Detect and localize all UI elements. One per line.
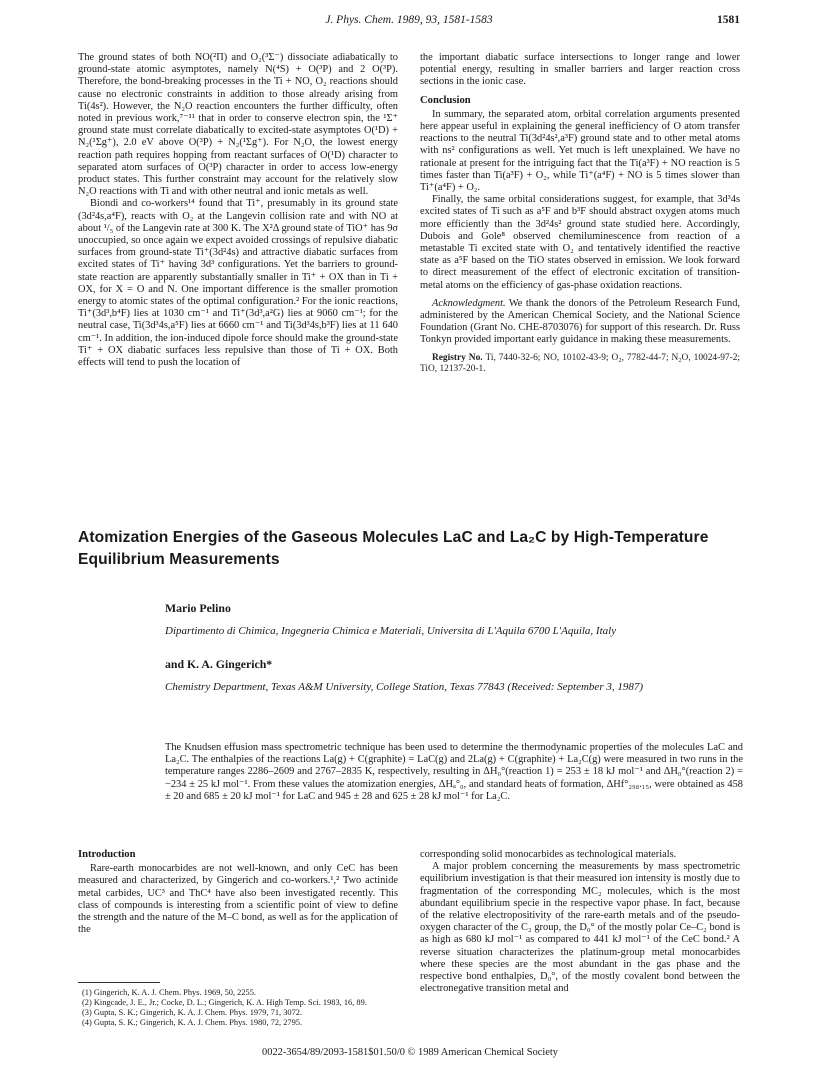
footnote: (1) Gingerich, K. A. J. Chem. Phys. 1969, 50, 2255.	[82, 988, 257, 997]
author-affiliation: Chemistry Department, Texas A&M University, College Station, Texas 77843 (Received: September 3, 1987)	[165, 681, 644, 693]
body-paragraph: Finally, the same orbital considerations suggest, for example, that 3d³4s excited states of Ti such as a⁵F and b³F should abstract oxygen atoms much more efficiently than the 3d²4s² ground state studied here. Accordingly, Dubois and Gole⁸ observed chemiluminescence from reaction of a metastable Ti excited state with O₂ and tentatively identified the reactive state as a⁵F based on the TiO states observed in emission. We look forward to direct measurement of the effect of electronic excitation of transition-metal atoms on the efficiency of gas-phase oxidation reactions.	[420, 194, 740, 291]
acknowledgment	[420, 298, 740, 347]
body-paragraph: In summary, the separated atom, orbital correlation arguments presented here appear useful in explaining the general inefficiency of O atom transfer reactions to the neutral Ti(3d²4s²,a³F) ground state and to other metal atoms with ns² configurations as well. Yet much is left unexplained. We have no rationale at present for the intriguing fact that the Ti(a³F) + NO reaction is 5 times faster than Ti(a³F) + O₂, while Ti⁺(a⁴F) + NO is 5 times slower than Ti⁺(a⁴F) + O₂.	[420, 108, 740, 194]
acknowledgment-text: We thank the donors of the Petroleum Research Fund, administered by the American Chemical Society, and the National Science Foundation (Grant No. CHE-8703076) for support of this research. Dr. Russ Tonkyn provided important early guidance in making these measurements.	[420, 297, 740, 346]
author-name: Mario Pelino	[165, 601, 231, 615]
previous-article-left-column	[78, 52, 398, 369]
journal-citation: J. Phys. Chem. 1989, 93, 1581-1583	[325, 14, 493, 26]
author-name: and K. A. Gingerich*	[165, 657, 273, 671]
footnote: (2) Kingcade, J. E., Jr.; Cocke, D. L.; Gingerich, K. A. High Temp. Sci. 1983, 16, 89.	[82, 998, 367, 1007]
body-paragraph: Biondi and co-workers¹⁴ found that Ti⁺, presumably in its ground state (3d²4s,a⁴F), reacts with O₂ at the Langevin collision rate and with NO at about ¹/₅ of the Langevin rate at 300 K. The X²Δ ground state of TiO⁺ has 9σ unoccupied, so once again we expect avoided crossings of repulsive diabatic surfaces from ground-state Ti⁺(3d²4s) and attractive diabatic surfaces from excited states of Ti⁺ having 3d³ configurations. Yet the barriers to ground-state reaction are apparently substantially smaller in Ti⁺ + OX than in Ti + OX, for X = O and N. One important difference is the smaller promotion energy to atomic states of the optimal configuration.² For the ionic reactions, Ti⁺(3d³,b⁴F) lies at 1030 cm⁻¹ and Ti⁺(3d³,a²G) lies at 9060 cm⁻¹; for the neutral case, Ti(3d³4s,a⁵F) lies at 6660 cm⁻¹ and Ti(3d³4s,b³F) lies at 11 640 cm⁻¹. In addition, the ion-induced dipole force should make the ground-state Ti⁺ + OX diabatic surfaces less repulsive than those of Ti + OX. Both effects will tend to push the location of	[78, 198, 398, 369]
article-title-line: Equilibrium Measurements	[78, 551, 280, 568]
acknowledgment-label: Acknowledgment.	[432, 297, 506, 309]
body-paragraph: corresponding solid monocarbides as technological materials.	[420, 849, 677, 860]
footnote: (4) Gupta, S. K.; Gingerich, K. A. J. Chem. Phys. 1980, 72, 2795.	[82, 1018, 303, 1027]
author-affiliation: Dipartimento di Chimica, Ingegneria Chimica e Materiali, Universita di L'Aquila 6700 L'Aquila, Italy	[165, 625, 617, 637]
page-number: 1581	[717, 14, 740, 26]
footnote-divider	[78, 982, 160, 983]
running-header	[78, 14, 740, 30]
section-heading-introduction: Introduction	[78, 849, 136, 860]
article-title-line: Atomization Energies of the Gaseous Molecules LaC and La₂C by High-Temperature	[78, 529, 709, 546]
body-paragraph: Rare-earth monocarbides are not well-known, and only CeC has been measured and characterized, by Gingerich and co-workers.¹,² Two actinide metal carbides, UC³ and ThC⁴ have also been investigated recently. This class of compounds is interesting from a scientific point of view to define the strength and the nature of the M–C bond, as well as for the application of the	[78, 863, 398, 936]
body-paragraph: A major problem concerning the measurements by mass spectrometric equilibrium investigation is that their measured ion intensity is mostly due to fragmentation of the corresponding MC₂ molecules, which is the most abundant equilibrium specie in the respective vapor phase. In fact, because of the relative electropositivity of the rare-earth metals and of the pseudo-oxygen character of the C₂ group, the D₀° of the mostly polar Ce–C₂ bond is as high as 680 kJ mol⁻¹ as compared to 441 kJ mol⁻¹ of the CeC bond.² A reverse situation characterizes the platinum-group metal monocarbides where these species are the most abundant in the gas phase and the respective bond enthalpies, D₀°, of the mostly covalent bond between the electronegative transition metal and	[420, 861, 740, 995]
article-title	[78, 527, 738, 571]
previous-article-right-column	[420, 52, 740, 375]
introduction-right-column	[420, 849, 740, 995]
body-paragraph: the important diabatic surface intersections to longer range and lower potential energy, resulting in smaller barriers and larger reaction cross sections in the ionic case.	[420, 52, 740, 88]
registry-numbers	[420, 353, 740, 376]
body-paragraph: The ground states of both NO(²Π) and O₂(³Σ⁻) dissociate adiabatically to ground-state atomic asymptotes, namely N(⁴S) + O(³P) and 2 O(³P). Therefore, the bond-breaking processes in the Ti + NO, O₂ reactions should cause no electronic constraints in addition to those already arising from Ti(4s²). However, the N₂O reaction encounters the further difficulty, often noted in previous work,⁷⁻¹¹ that in order to conserve electron spin, the ¹Σ⁺ ground state must correlate diabatically to excited-state asymptotes O(¹D) + N₂(¹Σg⁺), 2.0 eV above O(³P) + N₂(¹Σg⁺). For N₂O, the lowest energy reaction path requires hopping from reactant surfaces of O(¹D) character to separated atom surfaces of O(³P) character in order to access low-energy product states. This further constraint may account for the relatively slow N₂O reactions with Ti and with other neutral and ionic metals as well.	[78, 52, 398, 198]
section-heading-conclusion: Conclusion	[420, 94, 471, 106]
footnotes	[78, 988, 398, 1028]
registry-text: Ti, 7440-32-6; NO, 10102-43-9; O₂, 7782-44-7; N₂O, 10024-97-2; TiO, 12137-20-1.	[420, 352, 740, 375]
introduction-left-column	[78, 849, 398, 936]
footnote: (3) Gupta, S. K.; Gingerich, K. A. J. Chem. Phys. 1979, 71, 3072.	[82, 1008, 303, 1017]
copyright-footer: 0022-3654/89/2093-1581$01.50/0 © 1989 American Chemical Society	[262, 1047, 558, 1058]
registry-label: Registry No.	[432, 352, 483, 363]
abstract: The Knudsen effusion mass spectrometric technique has been used to determine the thermodynamic properties of the molecules LaC and La₂C. The enthalpies of the reactions La(g) + C(graphite) = LaC(g) and 2La(g) + C(graphite) + La₂C(g) were measured in two runs in the temperature ranges 2286–2609 and 2767–2835 K, respectively, resulting in ΔH₀°(reaction 1) = 253 ± 18 kJ mol⁻¹ and ΔH₀°(reaction 2) = −234 ± 25 kJ mol⁻¹. From these values the atomization energies, ΔHₐ°₀, and standard heats of formation, ΔHf°₂₉₈.₁₅, were obtained as 458 ± 20 and 685 ± 20 kJ mol⁻¹ for LaC and 945 ± 28 and 625 ± 28 kJ mol⁻¹ for La₂C.	[165, 742, 743, 802]
